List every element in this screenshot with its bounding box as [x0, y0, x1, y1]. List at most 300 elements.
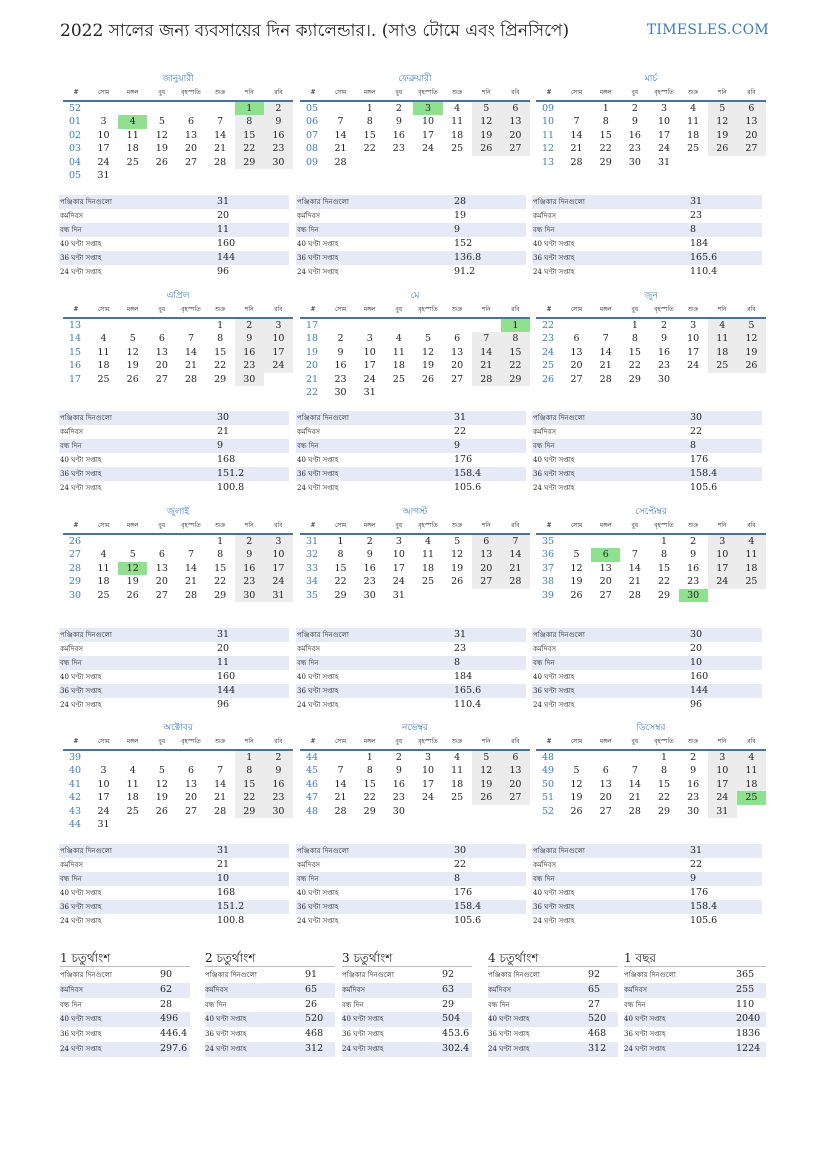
day-cell[interactable]: 1 — [660, 536, 668, 547]
day-cell[interactable]: 3 — [708, 535, 737, 548]
day-cell[interactable]: 1 — [660, 752, 668, 763]
day-cell[interactable]: 11 — [708, 332, 737, 345]
day-cell[interactable]: 22 — [501, 359, 530, 372]
day-cell[interactable]: 5 — [472, 102, 501, 115]
day-cell[interactable]: 28 — [570, 156, 583, 168]
day-cell[interactable]: 7 — [602, 333, 609, 345]
day-cell[interactable]: 3 — [264, 535, 293, 548]
day-cell[interactable]: 25 — [451, 143, 464, 155]
day-cell[interactable]: 19 — [155, 143, 168, 155]
day-cell[interactable]: 16 — [687, 562, 700, 574]
day-cell[interactable]: 1 — [602, 103, 609, 114]
day-cell[interactable]: 14 — [472, 346, 501, 359]
day-cell[interactable]: 7 — [187, 549, 195, 561]
day-cell[interactable]: 21 — [214, 143, 227, 155]
day-cell[interactable]: 24 — [264, 359, 293, 372]
day-cell[interactable]: 15 — [334, 562, 347, 574]
day-cell[interactable]: 11 — [737, 764, 766, 777]
day-cell[interactable]: 19 — [472, 778, 501, 791]
day-cell[interactable]: 19 — [472, 129, 501, 142]
day-cell[interactable]: 10 — [264, 332, 293, 345]
day-cell[interactable]: 23 — [363, 576, 376, 588]
day-cell[interactable]: 11 — [451, 116, 464, 128]
day-cell[interactable]: 30 — [334, 386, 347, 398]
day-cell[interactable]: 22 — [657, 792, 671, 804]
day-cell[interactable]: 31 — [264, 589, 293, 602]
day-cell[interactable]: 4 — [100, 549, 107, 561]
day-cell[interactable]: 10 — [97, 129, 110, 141]
day-cell[interactable]: 29 — [334, 589, 347, 601]
day-cell[interactable]: 17 — [421, 778, 435, 790]
day-cell[interactable]: 5 — [454, 536, 461, 547]
day-cell[interactable]: 14 — [628, 562, 641, 574]
day-cell[interactable]: 9 — [235, 548, 264, 561]
day-cell[interactable]: 13 — [155, 562, 168, 574]
day-cell[interactable]: 27 — [472, 575, 501, 588]
day-cell[interactable]: 28 — [599, 373, 612, 385]
day-cell[interactable]: 9 — [264, 115, 293, 128]
day-cell[interactable]: 17 — [363, 360, 376, 372]
day-cell[interactable]: 26 — [155, 156, 168, 168]
day-cell[interactable]: 15 — [501, 346, 530, 359]
day-cell[interactable]: 17 — [687, 346, 700, 358]
day-cell[interactable]: 19 — [451, 562, 464, 574]
day-cell[interactable]: 19 — [708, 129, 737, 142]
day-cell[interactable]: 25 — [97, 589, 110, 601]
day-cell[interactable]: 29 — [657, 805, 671, 817]
day-cell[interactable]: 23 — [264, 791, 293, 804]
holiday-day-cell[interactable]: 30 — [679, 589, 708, 602]
day-cell[interactable]: 31 — [708, 805, 737, 818]
day-cell[interactable]: 25 — [126, 156, 139, 168]
day-cell[interactable]: 6 — [573, 333, 580, 345]
day-cell[interactable]: 11 — [97, 562, 110, 574]
day-cell[interactable]: 18 — [392, 360, 405, 372]
day-cell[interactable]: 2 — [264, 102, 293, 115]
day-cell[interactable]: 22 — [235, 791, 264, 804]
day-cell[interactable]: 4 — [454, 752, 461, 763]
day-cell[interactable]: 10 — [97, 778, 110, 790]
day-cell[interactable]: 14 — [628, 778, 641, 790]
day-cell[interactable]: 28 — [628, 589, 641, 601]
day-cell[interactable]: 5 — [158, 765, 165, 777]
day-cell[interactable]: 4 — [690, 103, 697, 114]
day-cell[interactable]: 7 — [337, 116, 344, 128]
day-cell[interactable]: 6 — [454, 333, 461, 345]
day-cell[interactable]: 4 — [424, 536, 432, 547]
day-cell[interactable]: 22 — [214, 576, 227, 588]
day-cell[interactable]: 20 — [451, 360, 464, 372]
day-cell[interactable]: 17 — [264, 346, 293, 359]
day-cell[interactable]: 19 — [570, 792, 583, 804]
day-cell[interactable]: 22 — [657, 576, 671, 588]
day-cell[interactable]: 13 — [451, 346, 464, 358]
day-cell[interactable]: 8 — [602, 116, 609, 128]
day-cell[interactable]: 6 — [501, 751, 530, 764]
holiday-day-cell[interactable]: 3 — [413, 102, 442, 115]
day-cell[interactable]: 29 — [235, 805, 264, 818]
day-cell[interactable]: 22 — [363, 792, 376, 804]
day-cell[interactable]: 7 — [501, 535, 530, 548]
day-cell[interactable]: 7 — [631, 765, 638, 777]
day-cell[interactable]: 14 — [184, 346, 198, 358]
day-cell[interactable]: 18 — [708, 346, 737, 359]
day-cell[interactable]: 8 — [337, 549, 344, 561]
day-cell[interactable]: 12 — [126, 346, 139, 358]
day-cell[interactable]: 3 — [395, 536, 402, 547]
day-cell[interactable]: 29 — [214, 373, 227, 385]
day-cell[interactable]: 2 — [366, 536, 373, 547]
day-cell[interactable]: 30 — [235, 589, 264, 602]
day-cell[interactable]: 19 — [126, 576, 139, 588]
day-cell[interactable]: 16 — [235, 562, 264, 575]
day-cell[interactable]: 17 — [421, 129, 435, 141]
day-cell[interactable]: 25 — [126, 805, 139, 817]
day-cell[interactable]: 1 — [631, 320, 638, 331]
day-cell[interactable]: 31 — [392, 589, 405, 601]
day-cell[interactable]: 29 — [599, 156, 612, 168]
day-cell[interactable]: 15 — [599, 129, 612, 141]
day-cell[interactable]: 29 — [363, 805, 376, 817]
day-cell[interactable]: 5 — [158, 116, 165, 128]
day-cell[interactable]: 2 — [631, 103, 638, 114]
day-cell[interactable]: 23 — [264, 142, 293, 155]
day-cell[interactable]: 14 — [599, 346, 612, 358]
day-cell[interactable]: 20 — [501, 778, 530, 791]
day-cell[interactable]: 30 — [264, 805, 293, 818]
day-cell[interactable]: 10 — [264, 548, 293, 561]
day-cell[interactable]: 8 — [501, 332, 530, 345]
day-cell[interactable]: 11 — [687, 116, 700, 128]
day-cell[interactable]: 3 — [100, 765, 107, 777]
day-cell[interactable]: 2 — [264, 751, 293, 764]
day-cell[interactable]: 16 — [264, 129, 293, 142]
day-cell[interactable]: 12 — [155, 778, 168, 790]
day-cell[interactable]: 7 — [472, 332, 501, 345]
day-cell[interactable]: 18 — [687, 129, 700, 141]
day-cell[interactable]: 21 — [334, 143, 347, 155]
day-cell[interactable]: 25 — [421, 576, 435, 588]
day-cell[interactable]: 16 — [235, 346, 264, 359]
day-cell[interactable]: 1 — [217, 320, 224, 331]
day-cell[interactable]: 9 — [264, 764, 293, 777]
day-cell[interactable]: 13 — [155, 346, 168, 358]
day-cell[interactable]: 6 — [187, 765, 195, 777]
day-cell[interactable]: 22 — [235, 142, 264, 155]
day-cell[interactable]: 3 — [100, 116, 107, 128]
day-cell[interactable]: 21 — [570, 143, 583, 155]
day-cell[interactable]: 28 — [184, 589, 198, 601]
day-cell[interactable]: 15 — [214, 346, 227, 358]
day-cell[interactable]: 15 — [363, 778, 376, 790]
day-cell[interactable]: 28 — [214, 156, 227, 168]
day-cell[interactable]: 23 — [657, 360, 671, 372]
day-cell[interactable]: 16 — [363, 562, 376, 574]
day-cell[interactable]: 29 — [214, 589, 227, 601]
day-cell[interactable]: 22 — [628, 360, 641, 372]
day-cell[interactable]: 21 — [184, 576, 198, 588]
day-cell[interactable]: 14 — [334, 778, 347, 790]
day-cell[interactable]: 13 — [184, 778, 198, 790]
day-cell[interactable]: 25 — [687, 143, 700, 155]
day-cell[interactable]: 3 — [690, 320, 697, 331]
day-cell[interactable]: 18 — [421, 562, 435, 574]
day-cell[interactable]: 10 — [708, 548, 737, 561]
day-cell[interactable]: 2 — [395, 103, 402, 114]
day-cell[interactable]: 27 — [184, 805, 198, 817]
day-cell[interactable]: 8 — [217, 333, 224, 345]
day-cell[interactable]: 21 — [501, 562, 530, 575]
day-cell[interactable]: 27 — [737, 142, 766, 155]
day-cell[interactable]: 19 — [126, 360, 139, 372]
day-cell[interactable]: 30 — [392, 805, 405, 817]
day-cell[interactable]: 4 — [100, 333, 107, 345]
day-cell[interactable]: 6 — [737, 102, 766, 115]
day-cell[interactable]: 27 — [155, 373, 168, 385]
day-cell[interactable]: 5 — [573, 549, 580, 561]
day-cell[interactable]: 15 — [657, 778, 671, 790]
day-cell[interactable]: 7 — [187, 333, 195, 345]
holiday-day-cell[interactable]: 6 — [591, 548, 620, 561]
holiday-day-cell[interactable]: 1 — [235, 102, 264, 115]
day-cell[interactable]: 24 — [264, 575, 293, 588]
day-cell[interactable]: 6 — [158, 549, 165, 561]
day-cell[interactable]: 27 — [599, 805, 612, 817]
day-cell[interactable]: 15 — [214, 562, 227, 574]
day-cell[interactable]: 18 — [126, 143, 139, 155]
day-cell[interactable]: 2 — [690, 752, 697, 763]
day-cell[interactable]: 1 — [366, 752, 373, 763]
day-cell[interactable]: 8 — [235, 764, 264, 777]
day-cell[interactable]: 26 — [570, 589, 583, 601]
day-cell[interactable]: 27 — [184, 156, 198, 168]
day-cell[interactable]: 26 — [421, 373, 435, 385]
day-cell[interactable]: 10 — [708, 764, 737, 777]
day-cell[interactable]: 9 — [235, 332, 264, 345]
day-cell[interactable]: 13 — [599, 778, 612, 790]
day-cell[interactable]: 14 — [214, 778, 227, 790]
day-cell[interactable]: 11 — [737, 548, 766, 561]
day-cell[interactable]: 13 — [184, 129, 198, 141]
day-cell[interactable]: 16 — [628, 129, 641, 141]
day-cell[interactable]: 23 — [334, 373, 347, 385]
holiday-day-cell[interactable]: 1 — [501, 319, 530, 332]
day-cell[interactable]: 11 — [451, 765, 464, 777]
day-cell[interactable]: 6 — [602, 765, 609, 777]
day-cell[interactable]: 15 — [628, 346, 641, 358]
day-cell[interactable]: 28 — [472, 373, 501, 386]
day-cell[interactable]: 1 — [235, 751, 264, 764]
day-cell[interactable]: 18 — [737, 778, 766, 791]
day-cell[interactable]: 21 — [599, 360, 612, 372]
day-cell[interactable]: 13 — [599, 562, 612, 574]
day-cell[interactable]: 11 — [421, 549, 435, 561]
day-cell[interactable]: 28 — [501, 575, 530, 588]
day-cell[interactable]: 20 — [570, 360, 583, 372]
day-cell[interactable]: 26 — [472, 142, 501, 155]
day-cell[interactable]: 10 — [657, 116, 671, 128]
day-cell[interactable]: 16 — [264, 778, 293, 791]
day-cell[interactable]: 29 — [657, 589, 671, 601]
day-cell[interactable]: 18 — [126, 792, 139, 804]
day-cell[interactable]: 23 — [628, 143, 641, 155]
day-cell[interactable]: 9 — [337, 346, 344, 358]
day-cell[interactable]: 5 — [573, 765, 580, 777]
day-cell[interactable]: 17 — [708, 562, 737, 575]
day-cell[interactable]: 28 — [214, 805, 227, 817]
day-cell[interactable]: 1 — [366, 103, 373, 114]
day-cell[interactable]: 14 — [334, 129, 347, 141]
day-cell[interactable]: 12 — [570, 778, 583, 790]
day-cell[interactable]: 10 — [687, 333, 700, 345]
day-cell[interactable]: 29 — [628, 373, 641, 385]
day-cell[interactable]: 18 — [97, 360, 110, 372]
day-cell[interactable]: 19 — [570, 576, 583, 588]
day-cell[interactable]: 6 — [472, 535, 501, 548]
day-cell[interactable]: 21 — [184, 360, 198, 372]
day-cell[interactable]: 29 — [235, 156, 264, 169]
day-cell[interactable]: 7 — [573, 116, 580, 128]
day-cell[interactable]: 8 — [660, 765, 668, 777]
day-cell[interactable]: 3 — [424, 752, 432, 763]
day-cell[interactable]: 22 — [363, 143, 376, 155]
day-cell[interactable]: 6 — [501, 102, 530, 115]
day-cell[interactable]: 28 — [184, 373, 198, 385]
day-cell[interactable]: 2 — [337, 333, 344, 345]
day-cell[interactable]: 10 — [421, 765, 435, 777]
day-cell[interactable]: 25 — [708, 359, 737, 372]
day-cell[interactable]: 3 — [660, 103, 668, 114]
day-cell[interactable]: 2 — [660, 320, 668, 331]
day-cell[interactable]: 24 — [392, 576, 405, 588]
day-cell[interactable]: 26 — [126, 589, 139, 601]
day-cell[interactable]: 30 — [687, 805, 700, 817]
day-cell[interactable]: 23 — [687, 576, 700, 588]
day-cell[interactable]: 26 — [737, 359, 766, 372]
day-cell[interactable]: 27 — [155, 589, 168, 601]
day-cell[interactable]: 21 — [628, 792, 641, 804]
day-cell[interactable]: 29 — [501, 373, 530, 386]
day-cell[interactable]: 20 — [501, 129, 530, 142]
day-cell[interactable]: 27 — [451, 373, 464, 385]
day-cell[interactable]: 28 — [628, 805, 641, 817]
day-cell[interactable]: 24 — [97, 156, 110, 168]
holiday-day-cell[interactable]: 12 — [118, 562, 147, 575]
day-cell[interactable]: 9 — [690, 765, 697, 777]
day-cell[interactable]: 8 — [235, 115, 264, 128]
day-cell[interactable]: 11 — [97, 346, 110, 358]
day-cell[interactable]: 23 — [235, 359, 264, 372]
day-cell[interactable]: 8 — [631, 333, 638, 345]
day-cell[interactable]: 23 — [392, 792, 405, 804]
day-cell[interactable]: 5 — [708, 102, 737, 115]
day-cell[interactable]: 1 — [337, 536, 344, 547]
day-cell[interactable]: 26 — [472, 791, 501, 804]
day-cell[interactable]: 20 — [737, 129, 766, 142]
day-cell[interactable]: 10 — [392, 549, 405, 561]
day-cell[interactable]: 15 — [235, 129, 264, 142]
day-cell[interactable]: 28 — [334, 805, 347, 817]
day-cell[interactable]: 4 — [737, 535, 766, 548]
day-cell[interactable]: 20 — [155, 360, 168, 372]
day-cell[interactable]: 17 — [708, 778, 737, 791]
day-cell[interactable]: 16 — [657, 346, 671, 358]
day-cell[interactable]: 16 — [687, 778, 700, 790]
day-cell[interactable]: 12 — [451, 549, 464, 561]
day-cell[interactable]: 17 — [657, 129, 671, 141]
day-cell[interactable]: 5 — [737, 319, 766, 332]
day-cell[interactable]: 16 — [392, 129, 405, 141]
day-cell[interactable]: 31 — [657, 156, 671, 168]
day-cell[interactable]: 23 — [235, 575, 264, 588]
day-cell[interactable]: 13 — [570, 346, 583, 358]
day-cell[interactable]: 17 — [392, 562, 405, 574]
day-cell[interactable]: 13 — [472, 548, 501, 561]
day-cell[interactable]: 18 — [737, 562, 766, 575]
day-cell[interactable]: 27 — [501, 142, 530, 155]
day-cell[interactable]: 27 — [599, 589, 612, 601]
day-cell[interactable]: 27 — [570, 373, 583, 385]
day-cell[interactable]: 11 — [126, 129, 139, 141]
day-cell[interactable]: 27 — [501, 791, 530, 804]
day-cell[interactable]: 4 — [708, 319, 737, 332]
day-cell[interactable]: 1 — [217, 536, 224, 547]
day-cell[interactable]: 12 — [708, 115, 737, 128]
day-cell[interactable]: 24 — [97, 805, 110, 817]
day-cell[interactable]: 3 — [708, 751, 737, 764]
day-cell[interactable]: 20 — [184, 143, 198, 155]
day-cell[interactable]: 2 — [395, 752, 402, 763]
day-cell[interactable]: 10 — [421, 116, 435, 128]
day-cell[interactable]: 19 — [737, 346, 766, 359]
day-cell[interactable]: 22 — [334, 576, 347, 588]
day-cell[interactable]: 24 — [687, 360, 700, 372]
day-cell[interactable]: 18 — [451, 129, 464, 141]
day-cell[interactable]: 20 — [155, 576, 168, 588]
day-cell[interactable]: 25 — [451, 792, 464, 804]
day-cell[interactable]: 26 — [126, 373, 139, 385]
day-cell[interactable]: 5 — [129, 549, 136, 561]
day-cell[interactable]: 30 — [657, 373, 671, 385]
day-cell[interactable]: 26 — [155, 805, 168, 817]
day-cell[interactable]: 8 — [366, 116, 373, 128]
day-cell[interactable]: 5 — [424, 333, 432, 345]
day-cell[interactable]: 14 — [501, 548, 530, 561]
day-cell[interactable]: 20 — [472, 562, 501, 575]
day-cell[interactable]: 14 — [184, 562, 198, 574]
day-cell[interactable]: 23 — [392, 143, 405, 155]
day-cell[interactable]: 11 — [392, 346, 405, 358]
day-cell[interactable]: 21 — [472, 359, 501, 372]
day-cell[interactable]: 30 — [628, 156, 641, 168]
day-cell[interactable]: 9 — [631, 116, 638, 128]
day-cell[interactable]: 30 — [363, 589, 376, 601]
day-cell[interactable]: 22 — [214, 360, 227, 372]
day-cell[interactable]: 9 — [660, 333, 668, 345]
day-cell[interactable]: 26 — [570, 805, 583, 817]
day-cell[interactable]: 11 — [126, 778, 139, 790]
day-cell[interactable]: 18 — [97, 576, 110, 588]
day-cell[interactable]: 25 — [97, 373, 110, 385]
day-cell[interactable]: 4 — [737, 751, 766, 764]
day-cell[interactable]: 31 — [363, 386, 376, 398]
day-cell[interactable]: 18 — [451, 778, 464, 790]
holiday-day-cell[interactable]: 25 — [737, 791, 766, 804]
day-cell[interactable]: 3 — [366, 333, 373, 345]
day-cell[interactable]: 13 — [501, 115, 530, 128]
day-cell[interactable]: 12 — [472, 115, 501, 128]
day-cell[interactable]: 8 — [660, 549, 668, 561]
